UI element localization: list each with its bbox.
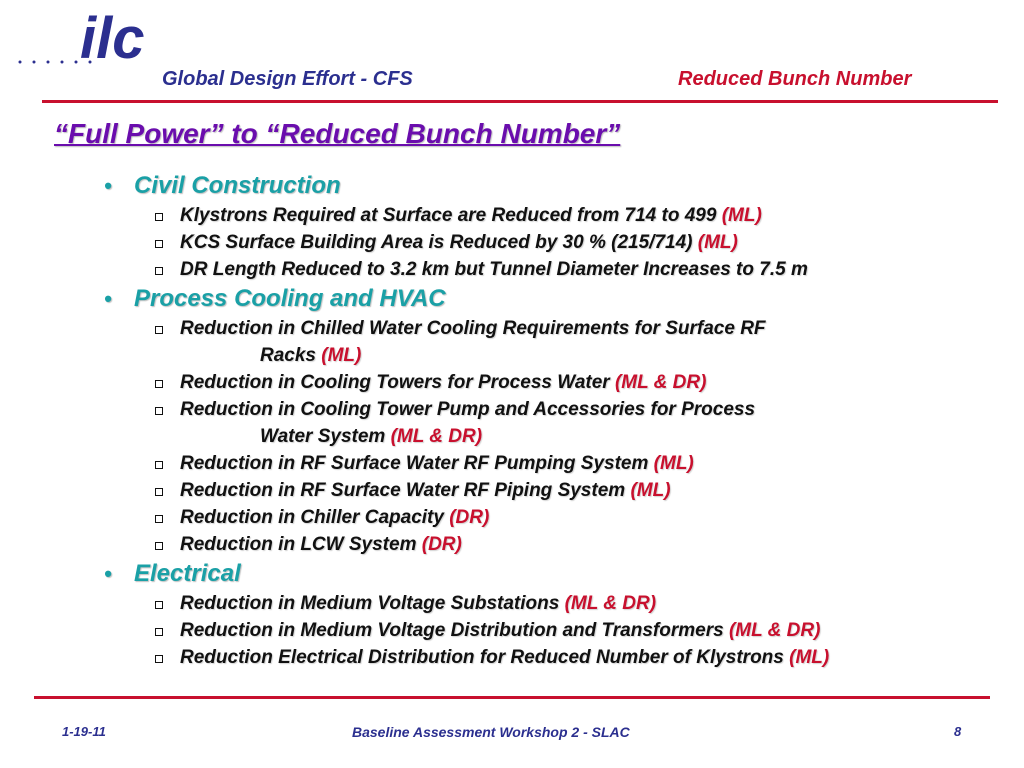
item-tag: (ML & DR) xyxy=(564,593,657,614)
item-tag: (ML & DR) xyxy=(614,372,707,393)
item-tag: (ML) xyxy=(653,453,694,474)
square-bullet-icon xyxy=(155,515,163,523)
square-bullet-icon xyxy=(155,240,163,248)
item-text: Reduction in Medium Voltage Substations xyxy=(180,593,565,614)
list-item xyxy=(0,504,1024,531)
list-item xyxy=(0,202,1024,229)
footer-divider xyxy=(34,696,990,699)
list-item xyxy=(0,644,1024,671)
slide-title: “Full Power” to “Reduced Bunch Number” xyxy=(54,118,621,149)
header-right-title: Reduced Bunch Number xyxy=(678,68,912,90)
page-number: 8 xyxy=(954,724,962,739)
header-divider xyxy=(42,100,998,103)
item-continuation-text: Water System xyxy=(260,426,391,447)
list-item xyxy=(0,531,1024,558)
item-text: Reduction in Cooling Towers for Process Water xyxy=(180,372,615,393)
item-tag: (DR) xyxy=(421,534,462,555)
item-tag: (ML) xyxy=(321,345,362,366)
section xyxy=(0,558,1024,671)
item-continuation xyxy=(180,423,1024,450)
item-tag: (ML) xyxy=(721,205,762,226)
item-continuation-text: Racks xyxy=(260,345,322,366)
bullet-content xyxy=(0,170,1024,671)
square-bullet-icon xyxy=(155,380,163,388)
section-heading xyxy=(0,558,1024,590)
item-tag: (DR) xyxy=(449,507,490,528)
item-text: Reduction in Cooling Tower Pump and Accessories for Process xyxy=(180,399,756,420)
item-text: Reduction in Chiller Capacity xyxy=(180,507,450,528)
section-heading-text: Process Cooling and HVAC xyxy=(134,285,446,312)
item-tag: (ML & DR) xyxy=(390,426,483,447)
list-item xyxy=(0,477,1024,504)
item-text: Reduction in RF Surface Water RF Piping System xyxy=(180,480,631,501)
square-bullet-icon xyxy=(155,542,163,550)
header-left-title: Global Design Effort - CFS xyxy=(162,68,413,90)
item-text: Reduction in Medium Voltage Distribution and Transformers xyxy=(180,620,729,641)
logo-text: ilc xyxy=(80,10,145,70)
list-item xyxy=(0,229,1024,256)
item-tag: (ML & DR) xyxy=(728,620,821,641)
footer-event: Baseline Assessment Workshop 2 - SLAC xyxy=(352,724,630,740)
square-bullet-icon xyxy=(155,267,163,275)
item-continuation xyxy=(180,342,1024,369)
item-tag: (ML) xyxy=(630,480,671,501)
square-bullet-icon xyxy=(155,601,163,609)
item-text: KCS Surface Building Area is Reduced by 30 % (215/714) xyxy=(180,232,698,253)
square-bullet-icon xyxy=(155,213,163,221)
item-text: Reduction in LCW System xyxy=(180,534,422,555)
list-item xyxy=(0,590,1024,617)
bullet-dot-icon: • xyxy=(104,173,112,198)
square-bullet-icon xyxy=(155,655,163,663)
footer-date: 1-19-11 xyxy=(62,724,106,739)
list-item xyxy=(0,450,1024,477)
section-heading-text: Electrical xyxy=(134,560,241,587)
item-tag: (ML) xyxy=(697,232,738,253)
list-item xyxy=(0,396,1024,450)
section xyxy=(0,283,1024,558)
item-tag: (ML) xyxy=(789,647,830,668)
list-item xyxy=(0,315,1024,369)
square-bullet-icon xyxy=(155,488,163,496)
list-item xyxy=(0,256,1024,283)
list-item xyxy=(0,369,1024,396)
item-text: Reduction in Chilled Water Cooling Requirements for Surface RF xyxy=(180,318,766,339)
ilc-logo xyxy=(12,10,152,70)
square-bullet-icon xyxy=(155,628,163,636)
bullet-dot-icon: • xyxy=(104,286,112,311)
square-bullet-icon xyxy=(155,461,163,469)
square-bullet-icon xyxy=(155,326,163,334)
item-text: Reduction Electrical Distribution for Reduced Number of Klystrons xyxy=(180,647,790,668)
section xyxy=(0,170,1024,283)
square-bullet-icon xyxy=(155,407,163,415)
item-text: DR Length Reduced to 3.2 km but Tunnel Diameter Increases to 7.5 m xyxy=(180,259,808,280)
section-heading xyxy=(0,170,1024,202)
item-text: Klystrons Required at Surface are Reduced from 714 to 499 xyxy=(180,205,722,226)
bullet-dot-icon: • xyxy=(104,561,112,586)
section-heading-text: Civil Construction xyxy=(134,172,341,199)
list-item xyxy=(0,617,1024,644)
section-heading xyxy=(0,283,1024,315)
item-text: Reduction in RF Surface Water RF Pumping System xyxy=(180,453,654,474)
